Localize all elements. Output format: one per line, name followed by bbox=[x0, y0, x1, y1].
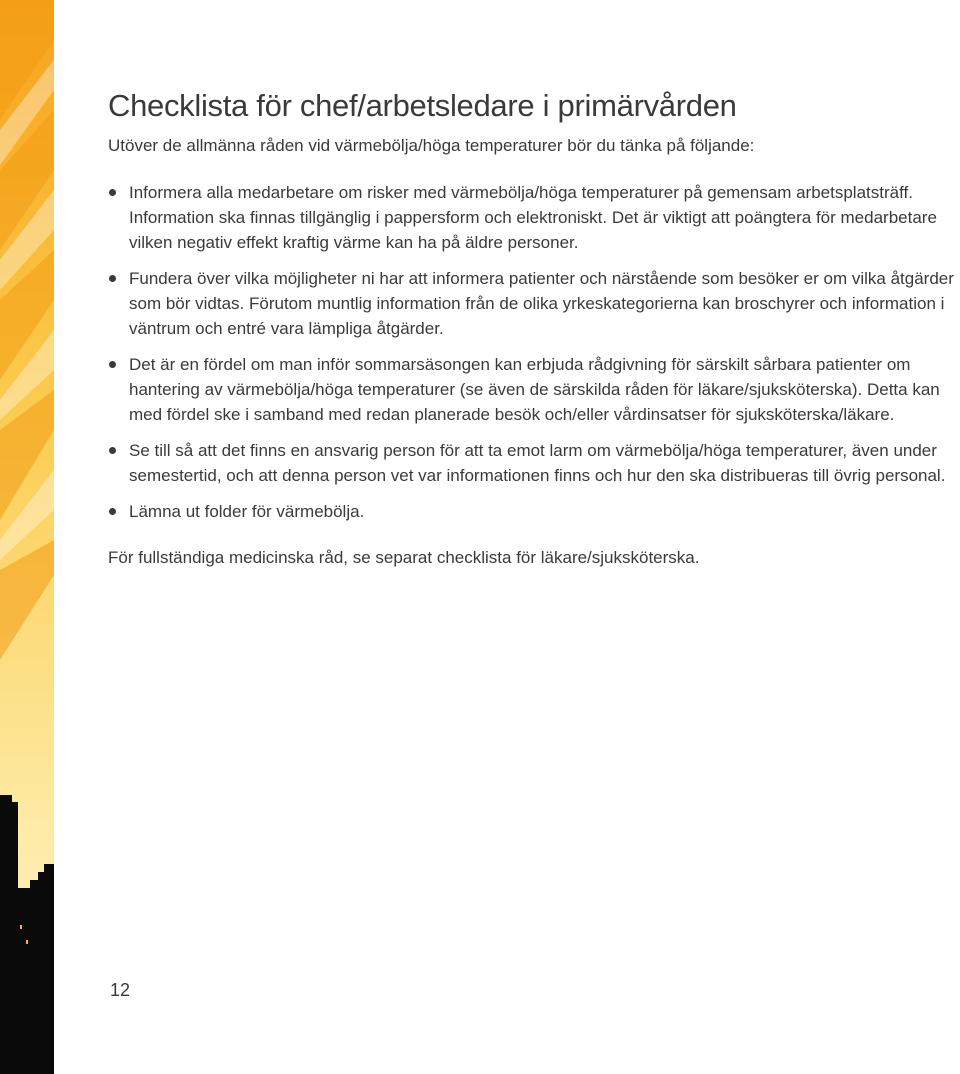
bullet-icon bbox=[109, 508, 116, 515]
list-item bbox=[108, 352, 956, 427]
intro-text: Utöver de allmänna råden vid värmebölja/höga temperaturer bör du tänka på följande: bbox=[108, 136, 755, 155]
checklist bbox=[108, 180, 956, 524]
bullet-icon bbox=[109, 447, 116, 454]
list-item bbox=[108, 266, 956, 341]
bullet-icon bbox=[109, 275, 116, 282]
page-title: Checklista för chef/arbetsledare i primärvården bbox=[108, 88, 737, 123]
list-item bbox=[108, 499, 956, 524]
sunburst-skyline-decoration bbox=[0, 0, 54, 1074]
main-content bbox=[108, 86, 956, 570]
page-number: 12 bbox=[110, 980, 131, 1000]
bullet-icon bbox=[109, 189, 116, 196]
list-item-text: Lämna ut folder för värmebölja. bbox=[129, 502, 365, 521]
list-item bbox=[108, 180, 956, 255]
bullet-icon bbox=[109, 361, 116, 368]
list-item-text: Fundera över vilka möjligheter ni har att informera patienter och närstående som besöker er om vilka åtgärder som bör vidtas. Förutom muntlig information från de olika yrkeskategorierna kan broschyrer och information i väntrum och entré vara lämpliga åtgärder. bbox=[129, 269, 954, 338]
list-item-text: Informera alla medarbetare om risker med värmebölja/höga temperaturer på gemensam arbetsplatsträff. Information ska finnas tillgänglig i pappersform och elektroniskt. Det är viktigt att poängtera för medarbetare vilken negativ effekt kraftig värme kan ha på äldre personer. bbox=[129, 183, 937, 252]
list-item bbox=[108, 438, 956, 488]
list-item-text: Det är en fördel om man inför sommarsäsongen kan erbjuda rådgivning för särskilt sårbara patienter om hantering av värmebölja/höga temperaturer (se även de särskilda råden för läkare/sjuksköterska). Detta kan med fördel ske i samband med redan planerade besök och/eller vårdinsatser för sjuksköterska/läkare. bbox=[129, 355, 940, 424]
list-item-text: Se till så att det finns en ansvarig person för att ta emot larm om värmebölja/höga temperaturer, även under semestertid, och att denna person vet var informationen finns och hur den ska distribueras till övrig personal. bbox=[129, 441, 946, 485]
footer-note: För fullständiga medicinska råd, se separat checklista för läkare/sjuksköterska. bbox=[108, 548, 700, 567]
